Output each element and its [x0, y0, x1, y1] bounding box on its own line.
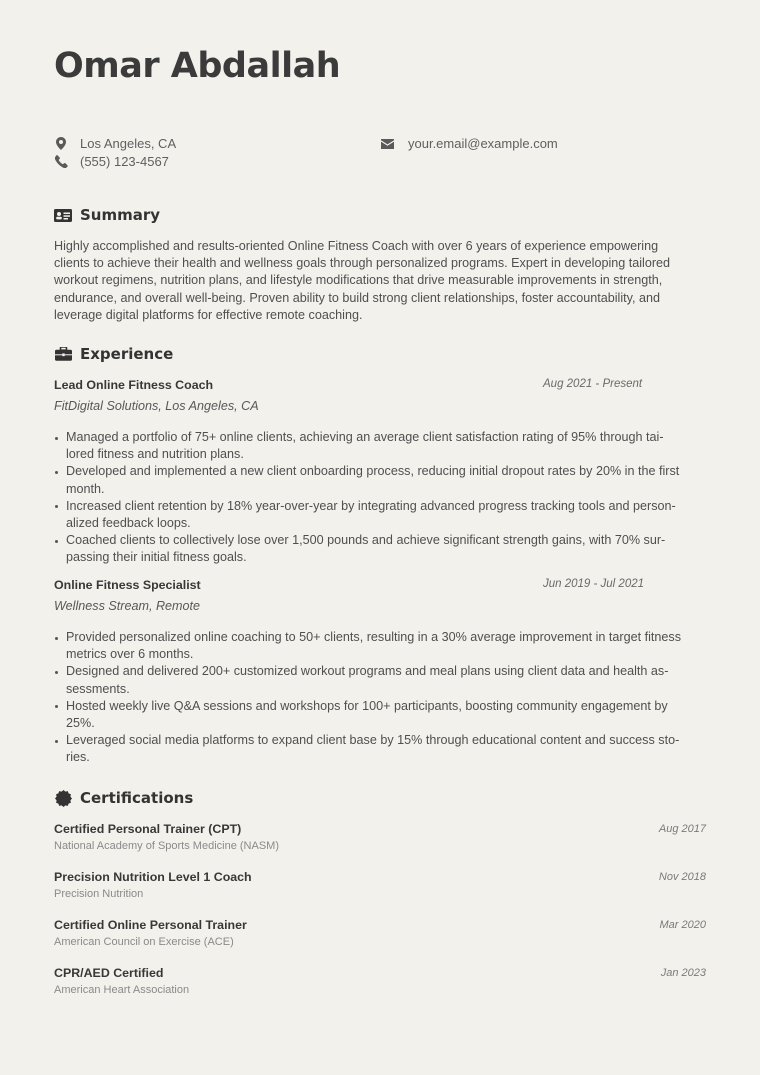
certification-item [54, 870, 706, 900]
experience-heading [54, 345, 173, 363]
certification-item [54, 966, 706, 996]
phone-icon [54, 155, 68, 169]
bullet-item: Leveraged social media platforms to expand client base by 15% through educational content and success sto- ries. [54, 732, 704, 766]
job-dates: Aug 2021 - Present [543, 378, 643, 390]
location-row [54, 136, 176, 151]
certifications-heading [54, 789, 193, 807]
summary-line: endurance, and overall well-being. Proven ability to build strong client relationships, foster accountability, and [54, 290, 661, 305]
job-bullets [54, 429, 704, 567]
job-dates: Jun 2019 - Jul 2021 [543, 578, 645, 590]
certification-issuer: American Council on Exercise (ACE) [54, 936, 234, 948]
certification-issuer: National Academy of Sports Medicine (NASM) [54, 840, 279, 852]
summary-line: Highly accomplished and results-oriented Online Fitness Coach with over 6 years of experience empowering [54, 239, 659, 253]
certification-title: CPR/AED Certified [54, 966, 164, 980]
experience-title: Experience [80, 345, 174, 363]
envelope-icon [380, 137, 394, 151]
summary-title: Summary [80, 206, 161, 224]
email-link[interactable]: your.email@example.com [408, 136, 558, 151]
bullet-item: Coached clients to collectively lose over 1,500 pounds and achieve significant strength gains, with 70% sur- passing their initial fitness goals. [54, 532, 704, 566]
phone-text: (555) 123-4567 [80, 154, 169, 169]
phone-row [54, 154, 169, 169]
summary-heading [54, 206, 160, 224]
job-company: FitDigital Solutions, Los Angeles, CA [54, 399, 259, 413]
summary-line: clients to achieve their health and wellness goals through personalized programs. Expert in developing tailored [54, 256, 671, 271]
bullet-item: Designed and delivered 200+ customized workout programs and meal plans using client data and health as- sessments. [54, 663, 704, 697]
location-text: Los Angeles, CA [80, 136, 177, 151]
bullet-item: Increased client retention by 18% year-over-year by integrating advanced progress tracking tools and person- alized feedback loops. [54, 498, 704, 532]
certification-title: Precision Nutrition Level 1 Coach [54, 870, 252, 884]
email-row [380, 136, 558, 151]
certification-issuer: American Heart Association [54, 984, 190, 996]
briefcase-icon [54, 346, 72, 362]
certification-issuer: Precision Nutrition [54, 888, 144, 900]
job-title: Lead Online Fitness Coach [54, 378, 214, 392]
job-company: Wellness Stream, Remote [54, 599, 201, 613]
certification-date: Mar 2020 [659, 919, 706, 931]
summary-line: workout regimens, nutrition plans, and lifestyle modifications that drive measurable improvements in strength, [54, 273, 663, 288]
bullet-item: Developed and implemented a new client onboarding process, reducing initial dropout rates by 20% in the first month. [54, 463, 704, 497]
id-card-icon [54, 207, 72, 223]
job-bullets [54, 629, 704, 767]
job-title: Online Fitness Specialist [54, 578, 201, 592]
certification-date: Nov 2018 [658, 871, 706, 883]
summary-text [54, 238, 704, 324]
candidate-name: Omar Abdallah [54, 46, 341, 86]
certification-item [54, 822, 706, 852]
certification-item [54, 918, 706, 948]
bullet-item: Provided personalized online coaching to 50+ clients, resulting in a 30% average improvement in target fitness metrics over 6 months. [54, 629, 704, 663]
bullet-item: Hosted weekly live Q&A sessions and workshops for 100+ participants, boosting community engagement by 25%. [54, 698, 704, 732]
certification-title: Certified Personal Trainer (CPT) [54, 822, 242, 836]
certification-date: Aug 2017 [658, 823, 706, 835]
bullet-item: Managed a portfolio of 75+ online clients, achieving an average client satisfaction rating of 95% through tai- lored fitness and nutrition plans. [54, 429, 704, 463]
resume-page [54, 0, 706, 1075]
certification-title: Certified Online Personal Trainer [54, 918, 247, 932]
certifications-title: Certifications [80, 789, 194, 807]
certification-date: Jan 2023 [660, 967, 706, 979]
map-pin-icon [54, 137, 68, 151]
certificate-badge-icon [54, 790, 72, 806]
summary-line: leverage digital platforms for effective remote coaching. [54, 307, 363, 322]
